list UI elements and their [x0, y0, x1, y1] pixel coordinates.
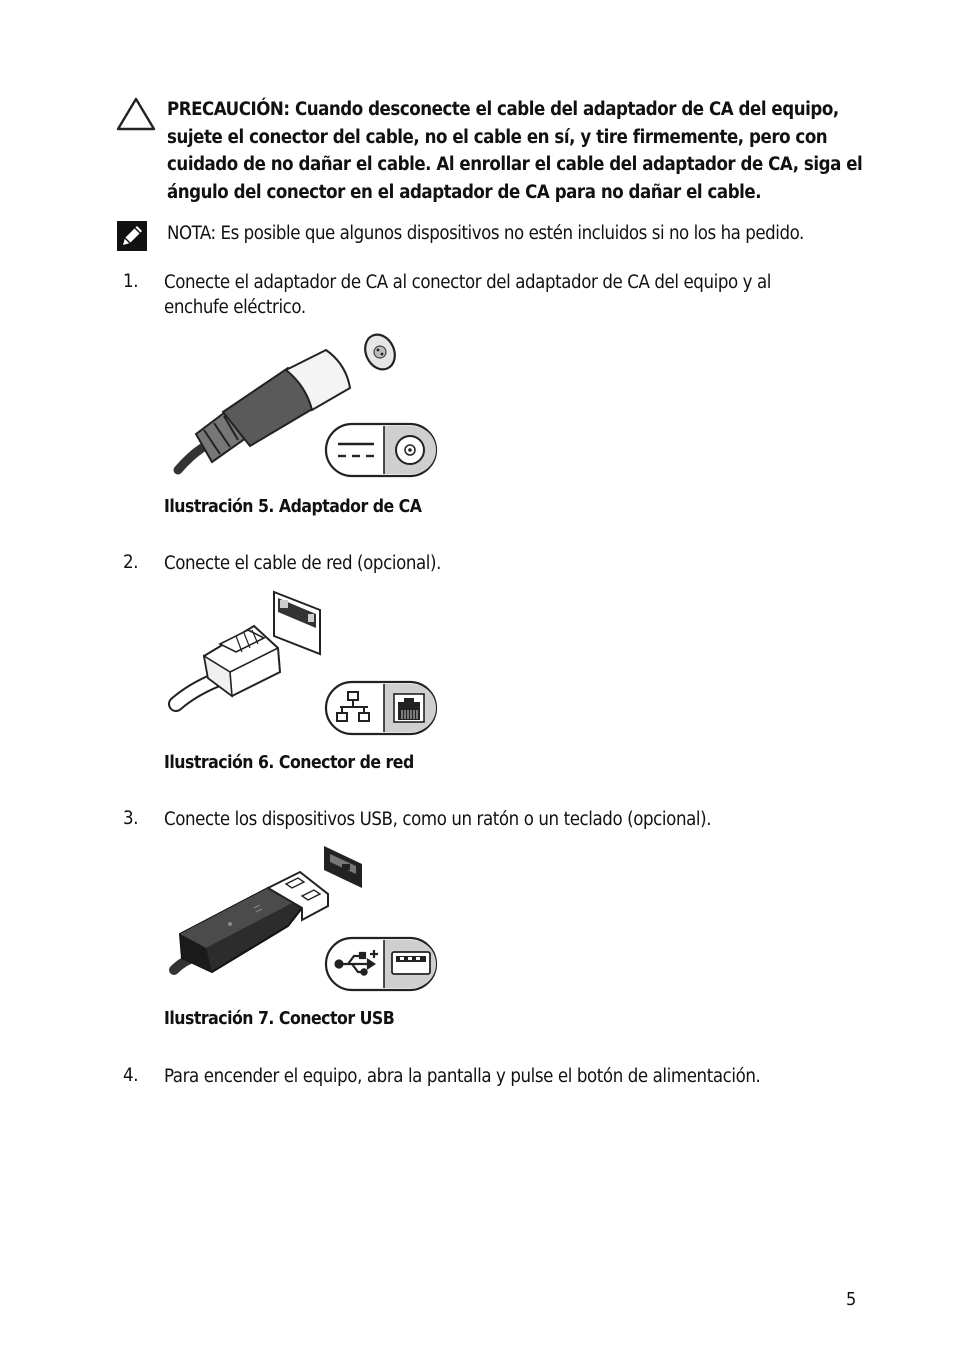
- step-number-4: 4.: [123, 1065, 139, 1086]
- page-number: 5: [846, 1289, 857, 1310]
- ac-adapter-illustration: [168, 330, 448, 480]
- caution-notice: [115, 96, 865, 208]
- warning-triangle-icon: [115, 96, 157, 132]
- note-notice: [115, 219, 865, 253]
- step-text-3: Conecte los dispositivos USB, como un ratón o un teclado (opcional).: [164, 809, 712, 830]
- note-label: NOTA:: [167, 223, 216, 244]
- figure-caption-7: Ilustración 7. Conector USB: [164, 1009, 395, 1029]
- step-text-2: Conecte el cable de red (opcional).: [164, 553, 442, 574]
- step-number-2: 2.: [123, 552, 139, 573]
- figure-caption-6: Ilustración 6. Conector de red: [164, 753, 414, 773]
- step-text-4: Para encender el equipo, abra la pantalla y pulse el botón de alimentación.: [164, 1066, 761, 1087]
- step-text-1: Conecte el adaptador de CA al conector del adaptador de CA del equipo y al enchufe eléctrico.: [164, 272, 772, 318]
- pencil-note-icon: [117, 221, 147, 251]
- caution-text: [167, 96, 865, 206]
- caution-label: PRECAUCIÓN:: [167, 99, 290, 120]
- caution-body: Cuando desconecte el cable del adaptador de CA del equipo, sujete el conector del cable, no el cable en sí, y tire firmemente, pero con cuidado de no dañar el cable. Al enrollar el cable del adaptador de CA, siga el ángulo del conector en el adaptador de CA para no dañar el cable.: [167, 99, 863, 203]
- network-connector-illustration: [168, 586, 448, 736]
- figure-caption-5: Ilustración 5. Adaptador de CA: [164, 497, 422, 517]
- usb-connector-illustration: [168, 842, 448, 994]
- note-text: [167, 220, 865, 248]
- step-number-3: 3.: [123, 808, 139, 829]
- step-number-1: 1.: [123, 271, 139, 292]
- note-body: Es posible que algunos dispositivos no estén incluidos si no los ha pedido.: [220, 223, 804, 244]
